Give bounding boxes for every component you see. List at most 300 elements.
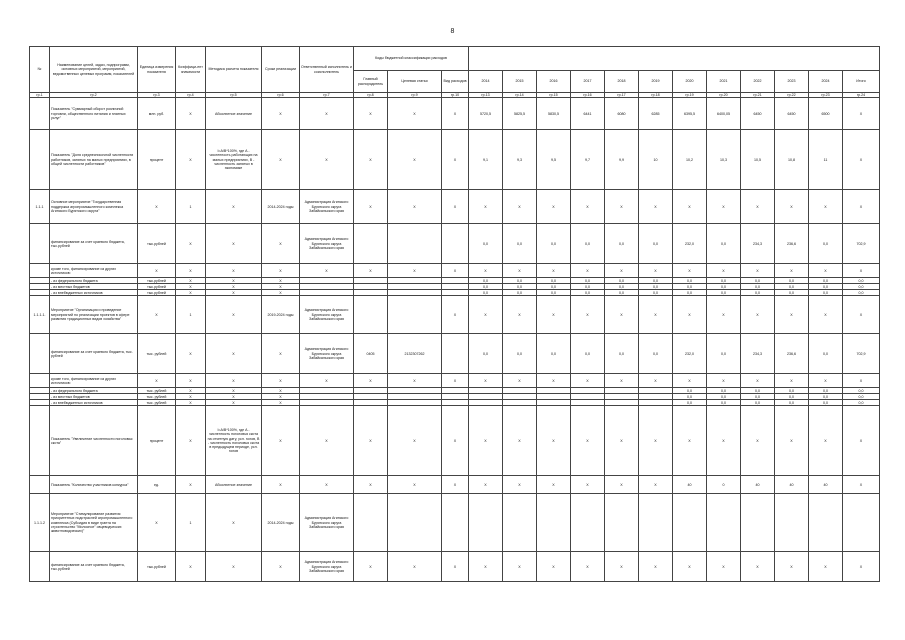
table-cell: Администрация Агинского Бурятского округа Забайкальского края xyxy=(300,552,354,582)
table-cell: Х xyxy=(537,552,571,582)
table-cell: Х xyxy=(176,406,206,476)
table-cell: 0,0 xyxy=(809,334,843,374)
table-cell: Х xyxy=(843,406,880,476)
table-row xyxy=(30,476,880,494)
table-cell: Х xyxy=(388,476,442,494)
table-cell: Х xyxy=(639,296,673,334)
table-row xyxy=(30,552,880,582)
table-cell: Х xyxy=(262,406,300,476)
table-row xyxy=(30,224,880,264)
table-cell: Х xyxy=(300,476,354,494)
table-cell: 0,0 xyxy=(605,284,639,290)
program-table xyxy=(29,46,880,582)
table-cell: Х xyxy=(537,374,571,388)
table-cell: 0,0 xyxy=(605,290,639,296)
table-cell: Администрация Агинского Бурятского округа Забайкальского края xyxy=(300,494,354,552)
table-cell: тыс. рублей xyxy=(138,388,176,394)
table-cell xyxy=(388,224,442,264)
table-cell: 0,0 xyxy=(571,224,605,264)
table-cell: тыс.рублей xyxy=(138,224,176,264)
table-cell: 0,0 xyxy=(503,334,537,374)
table-cell: Х xyxy=(176,400,206,406)
table-cell: Х xyxy=(262,278,300,284)
header-coef: Коэффици-ент значимости xyxy=(176,47,206,93)
table-cell: 10 xyxy=(639,130,673,190)
row-number-cell xyxy=(30,98,50,130)
table-row xyxy=(30,494,880,552)
table-cell: 0,0 xyxy=(707,334,741,374)
table-cell xyxy=(388,296,442,334)
table-cell: 0,0 xyxy=(741,290,775,296)
table-cell: Х xyxy=(707,552,741,582)
table-cell: Х xyxy=(262,284,300,290)
table-cell: 6080 xyxy=(605,98,639,130)
row-number-cell: 1.1.1.1. xyxy=(30,296,50,334)
table-cell: Х xyxy=(843,374,880,388)
table-cell: Х xyxy=(354,98,388,130)
table-cell: Х xyxy=(673,296,707,334)
table-row xyxy=(30,98,880,130)
table-cell: Х xyxy=(442,98,469,130)
table-cell: Х xyxy=(300,374,354,388)
table-cell: 40 xyxy=(775,476,809,494)
column-number: гр.23 xyxy=(809,93,843,98)
table-cell xyxy=(503,494,537,552)
table-row xyxy=(30,374,880,388)
table-cell: Х xyxy=(673,552,707,582)
header-year: 2015 xyxy=(503,71,537,93)
table-cell: Х xyxy=(843,130,880,190)
table-cell xyxy=(388,494,442,552)
table-cell: 1 xyxy=(176,494,206,552)
page-number: 8 xyxy=(450,28,455,35)
table-cell: Администрация Агинского Бурятского округа Забайкальского края xyxy=(300,334,354,374)
table-cell: 0,0 xyxy=(537,278,571,284)
table-cell: 232,0 xyxy=(673,334,707,374)
table-cell: Х xyxy=(571,374,605,388)
table-cell: Х xyxy=(354,264,388,278)
table-cell: Х xyxy=(673,190,707,224)
table-cell: Администрация Агинского Бурятского округа Забайкальского края xyxy=(300,190,354,224)
table-cell xyxy=(537,494,571,552)
column-number: гр.7 xyxy=(300,93,354,98)
table-cell: Х xyxy=(442,476,469,494)
table-cell: Х xyxy=(176,552,206,582)
table-cell: 0,0 xyxy=(707,224,741,264)
table-cell: 9,5 xyxy=(537,130,571,190)
table-cell: Х xyxy=(571,264,605,278)
table-cell: 0,0 xyxy=(775,284,809,290)
table-cell: Х xyxy=(469,296,503,334)
header-year: 2020 xyxy=(673,71,707,93)
table-cell: 0,0 xyxy=(639,224,673,264)
table-cell: Х xyxy=(843,264,880,278)
table-cell: 0,0 xyxy=(605,224,639,264)
row-name-cell: Мероприятие "Стимулирование развития приоритетных подотраслей агропромышленного комплекса (Субсидия в виде гранта на строительство "Милосное" овцеводческих животноводческих)" xyxy=(50,494,138,552)
table-cell: Х xyxy=(639,374,673,388)
table-cell: Х xyxy=(469,552,503,582)
table-cell: 9,9 xyxy=(605,130,639,190)
table-cell xyxy=(741,494,775,552)
table-cell: 0,0 xyxy=(537,334,571,374)
table-cell: Х xyxy=(741,190,775,224)
table-cell: Х xyxy=(571,406,605,476)
table-cell: 6450 xyxy=(741,98,775,130)
table-cell: 0,0 xyxy=(469,334,503,374)
table-cell: Х xyxy=(388,130,442,190)
table-cell: 0,0 xyxy=(775,400,809,406)
table-cell: 0,0 xyxy=(673,278,707,284)
table-cell: Х xyxy=(741,552,775,582)
table-cell: Х xyxy=(775,406,809,476)
table-cell: Х xyxy=(503,374,537,388)
table-cell: Х xyxy=(262,334,300,374)
table-cell: Х xyxy=(206,394,262,400)
table-cell: Х xyxy=(206,278,262,284)
column-number: гр.8 xyxy=(354,93,388,98)
table-cell: 0,0 xyxy=(775,394,809,400)
table-cell: Х xyxy=(809,264,843,278)
table-cell: Х xyxy=(300,98,354,130)
table-cell: Абсолютное значение xyxy=(206,476,262,494)
column-number: гр.24 xyxy=(843,93,880,98)
table-cell: 0,0 xyxy=(537,290,571,296)
column-number: гр.14 xyxy=(503,93,537,98)
table-cell: Х xyxy=(138,190,176,224)
table-cell: 702,9 xyxy=(843,224,880,264)
table-cell: Х xyxy=(843,552,880,582)
row-number-cell xyxy=(30,476,50,494)
table-cell: 5830,5 xyxy=(537,98,571,130)
table-cell: 0,0 xyxy=(707,290,741,296)
row-number-cell xyxy=(30,552,50,582)
header-name: Наименование целей, задач, подпрограмм, основных мероприятий, мероприятий, ведомственных целевых программ, показателей xyxy=(50,47,138,93)
table-cell xyxy=(354,494,388,552)
column-number: гр.5 xyxy=(206,93,262,98)
column-number: гр.15 xyxy=(537,93,571,98)
table-cell: Х xyxy=(741,264,775,278)
header-year: 2022 xyxy=(741,71,775,93)
table-cell: Х xyxy=(354,552,388,582)
row-name-cell: Показатель "Суммарный оборот розничной торговли, общественного питания и платных услуг" xyxy=(50,98,138,130)
column-number: гр.16 xyxy=(571,93,605,98)
table-cell: 0,0 xyxy=(639,290,673,296)
table-cell: Х xyxy=(605,264,639,278)
table-cell: Х xyxy=(809,190,843,224)
table-cell: Х xyxy=(354,374,388,388)
table-cell: тыс.рублей xyxy=(138,552,176,582)
table-cell xyxy=(605,494,639,552)
table-cell: 0,0 xyxy=(571,278,605,284)
table-cell: Х xyxy=(442,374,469,388)
table-cell: Х xyxy=(605,296,639,334)
table-cell: 0,0 xyxy=(843,400,880,406)
table-cell: Х xyxy=(176,224,206,264)
table-cell: Х xyxy=(605,190,639,224)
table-cell: 0,0 xyxy=(741,284,775,290)
table-cell: 0,0 xyxy=(639,278,673,284)
table-cell: 0405 xyxy=(354,334,388,374)
header-budget-codes: Коды бюджетной классификации расходов xyxy=(354,47,469,71)
table-cell: 0,0 xyxy=(673,284,707,290)
column-number: гр.9 xyxy=(388,93,442,98)
row-name-cell: Показатель "Доля среднесписочной численности работников, занятых на малых предприятиях, в общей численности работников" xyxy=(50,130,138,190)
header-year: 2016 xyxy=(537,71,571,93)
table-cell: Х xyxy=(639,190,673,224)
table-cell xyxy=(639,494,673,552)
table-cell: 1 xyxy=(176,296,206,334)
row-name-cell: кроме того, финансирование из других источников: xyxy=(50,264,138,278)
table-cell: 0,0 xyxy=(843,290,880,296)
row-name-cell: Показатель "Увеличение численности поголовья скота" xyxy=(50,406,138,476)
column-number: гр.6 xyxy=(262,93,300,98)
table-cell: Х xyxy=(741,296,775,334)
table-cell: Х xyxy=(262,98,300,130)
table-cell xyxy=(354,224,388,264)
row-name-cell: - из местных бюджетов xyxy=(50,284,138,290)
table-cell: 6450 xyxy=(775,98,809,130)
table-cell: Х xyxy=(176,130,206,190)
table-cell: Х xyxy=(300,264,354,278)
row-number-cell xyxy=(30,374,50,388)
table-cell: 0,0 xyxy=(775,388,809,394)
table-cell: Х xyxy=(707,374,741,388)
table-cell: Х xyxy=(537,476,571,494)
table-cell: 10,3 xyxy=(707,130,741,190)
table-cell: 0,0 xyxy=(809,400,843,406)
row-number-cell xyxy=(30,406,50,476)
table-cell xyxy=(442,494,469,552)
table-cell: 702,9 xyxy=(843,334,880,374)
table-cell: Х xyxy=(469,374,503,388)
table-cell: Х xyxy=(469,264,503,278)
table-cell: тыс.рублей xyxy=(138,290,176,296)
table-cell xyxy=(354,296,388,334)
header-year: 2021 xyxy=(707,71,741,93)
table-cell: Х xyxy=(442,130,469,190)
table-cell: Х xyxy=(176,98,206,130)
table-cell: Х xyxy=(503,406,537,476)
header-total: Итого xyxy=(843,71,880,93)
table-cell: 0,0 xyxy=(469,278,503,284)
table-cell: Х xyxy=(571,552,605,582)
table-cell: 6500 xyxy=(809,98,843,130)
table-row xyxy=(30,334,880,374)
table-cell: 0,0 xyxy=(571,284,605,290)
table-cell: Х xyxy=(442,296,469,334)
table-cell: 0,0 xyxy=(673,290,707,296)
row-name-cell: финансирование за счет краевого бюджета, тыс.рублей xyxy=(50,224,138,264)
table-cell: Х xyxy=(206,334,262,374)
table-cell: Х xyxy=(503,296,537,334)
table-cell: 9,7 xyxy=(571,130,605,190)
table-cell: 2019-2024 годы xyxy=(262,296,300,334)
table-cell: 0,0 xyxy=(639,334,673,374)
table-cell: Х xyxy=(809,406,843,476)
table-cell: 2132307262 xyxy=(388,334,442,374)
table-cell: Х xyxy=(605,374,639,388)
header-year: 2017 xyxy=(571,71,605,93)
table-cell: Х xyxy=(262,224,300,264)
row-name-cell: Показатель "Количество участников конкурса" xyxy=(50,476,138,494)
table-cell xyxy=(843,494,880,552)
table-body xyxy=(30,98,880,582)
table-cell: Х xyxy=(843,476,880,494)
table-cell: 0,0 xyxy=(707,394,741,400)
header-unit: Единица измерения показателя xyxy=(138,47,176,93)
table-cell: 6441 xyxy=(571,98,605,130)
table-cell: 0,0 xyxy=(673,400,707,406)
table-cell: 6285 xyxy=(639,98,673,130)
header-year: 2019 xyxy=(639,71,673,93)
table-cell: 0,0 xyxy=(707,388,741,394)
table-cell: 0,0 xyxy=(571,334,605,374)
table-cell: 9,1 xyxy=(469,130,503,190)
row-name-cell: - из федерального бюджета xyxy=(50,388,138,394)
table-cell: 40 xyxy=(741,476,775,494)
table-cell: Х xyxy=(206,400,262,406)
header-exp-type: Вид расходов xyxy=(442,71,469,93)
table-cell: Х xyxy=(537,190,571,224)
table-cell: Х xyxy=(843,98,880,130)
table-cell: 0,0 xyxy=(809,224,843,264)
table-cell: Х xyxy=(673,264,707,278)
table-cell: Х xyxy=(176,284,206,290)
table-cell: Х xyxy=(388,552,442,582)
row-name-cell: финансирование за счет краевого бюджета, тыс.рублей xyxy=(50,552,138,582)
column-number: гр.10 xyxy=(442,93,469,98)
table-cell: Х xyxy=(176,388,206,394)
table-cell: Х xyxy=(388,190,442,224)
table-cell: Х xyxy=(442,264,469,278)
table-cell: Х xyxy=(537,296,571,334)
table-cell: Х xyxy=(354,130,388,190)
table-cell: 10,8 xyxy=(775,130,809,190)
table-cell xyxy=(707,494,741,552)
column-number: гр.20 xyxy=(707,93,741,98)
table-cell: 2014-2024 годы xyxy=(262,190,300,224)
table-cell: 2014-2024 годы xyxy=(262,494,300,552)
table-row xyxy=(30,264,880,278)
table-cell: 0,0 xyxy=(809,284,843,290)
column-number: гр.19 xyxy=(673,93,707,98)
table-cell: Х xyxy=(571,296,605,334)
table-cell: Х xyxy=(300,406,354,476)
table-cell: Х xyxy=(138,494,176,552)
table-cell: Х xyxy=(176,374,206,388)
table-cell: Х xyxy=(262,400,300,406)
table-cell: 0,0 xyxy=(537,284,571,290)
table-cell: Х xyxy=(503,190,537,224)
table-cell: 234,3 xyxy=(741,224,775,264)
table-cell: I=A/B*100%, где A - численность поголовья скота на отчетную дату, усл. голов, B - численность поголовья скота в предыдущем периоде, усл. голов xyxy=(206,406,262,476)
table-cell: Х xyxy=(707,190,741,224)
table-cell: 232,0 xyxy=(673,224,707,264)
table-cell: 0 xyxy=(707,476,741,494)
table-cell: Х xyxy=(707,264,741,278)
table-cell: 0,0 xyxy=(843,388,880,394)
table-cell: Х xyxy=(388,374,442,388)
table-cell xyxy=(571,494,605,552)
table-cell: 9,3 xyxy=(503,130,537,190)
table-cell: Х xyxy=(571,476,605,494)
table-cell: 40 xyxy=(809,476,843,494)
table-cell: 0,0 xyxy=(673,388,707,394)
table-cell: Х xyxy=(775,190,809,224)
row-number-cell: 1.1.1 xyxy=(30,190,50,224)
row-name-cell: - из федерального бюджета xyxy=(50,278,138,284)
table-cell: 5720,5 xyxy=(469,98,503,130)
table-cell: Х xyxy=(176,394,206,400)
table-cell: 236,6 xyxy=(775,224,809,264)
table-cell: Х xyxy=(262,476,300,494)
column-number: гр.3 xyxy=(138,93,176,98)
table-cell: 0,0 xyxy=(741,394,775,400)
table-cell: Х xyxy=(206,552,262,582)
table-cell: 0,0 xyxy=(707,278,741,284)
table-cell: Х xyxy=(354,476,388,494)
table-cell: 0,0 xyxy=(469,290,503,296)
table-cell: Х xyxy=(138,374,176,388)
table-cell: Х xyxy=(262,388,300,394)
row-name-cell: - из местных бюджетов xyxy=(50,394,138,400)
table-cell: Х xyxy=(673,406,707,476)
column-number: гр.17 xyxy=(605,93,639,98)
table-cell: Х xyxy=(843,190,880,224)
table-cell: Х xyxy=(354,190,388,224)
table-cell: Х xyxy=(206,388,262,394)
table-cell: 10,2 xyxy=(673,130,707,190)
table-cell: Х xyxy=(262,264,300,278)
table-cell: Х xyxy=(503,264,537,278)
header-year: 2023 xyxy=(775,71,809,93)
table-cell: тыс.рублей xyxy=(138,284,176,290)
table-row xyxy=(30,296,880,334)
column-number: гр.21 xyxy=(741,93,775,98)
table-row xyxy=(30,406,880,476)
row-number-cell xyxy=(30,334,50,374)
table-cell: тыс. рублей xyxy=(138,394,176,400)
header-main-manager: Главный распорядитель xyxy=(354,71,388,93)
table-cell: Х xyxy=(442,406,469,476)
table-cell: Х xyxy=(388,406,442,476)
table-cell xyxy=(442,334,469,374)
table-cell: Х xyxy=(571,190,605,224)
table-cell: Х xyxy=(138,296,176,334)
table-cell: Х xyxy=(775,264,809,278)
table-cell: 0,0 xyxy=(503,278,537,284)
table-cell: Х xyxy=(809,374,843,388)
table-cell: Х xyxy=(206,264,262,278)
table-cell: 0,0 xyxy=(537,224,571,264)
header-method: Методика расчета показателя xyxy=(206,47,262,93)
table-cell: Х xyxy=(388,98,442,130)
table-cell: Х xyxy=(469,406,503,476)
table-cell: Абсолютное значение xyxy=(206,98,262,130)
row-name-cell: - из внебюджетных источников xyxy=(50,290,138,296)
table-cell xyxy=(469,494,503,552)
table-cell: Х xyxy=(176,476,206,494)
header-term: Сроки реализации xyxy=(262,47,300,93)
header-target-item: Целевая статья xyxy=(388,71,442,93)
row-name-cell: финансирование за счет краевого бюджета, тыс. рублей xyxy=(50,334,138,374)
table-cell: Х xyxy=(300,130,354,190)
table-cell: Х xyxy=(469,476,503,494)
table-cell: Х xyxy=(469,190,503,224)
table-cell: Х xyxy=(176,264,206,278)
table-cell: Х xyxy=(176,278,206,284)
table-cell: 40 xyxy=(673,476,707,494)
